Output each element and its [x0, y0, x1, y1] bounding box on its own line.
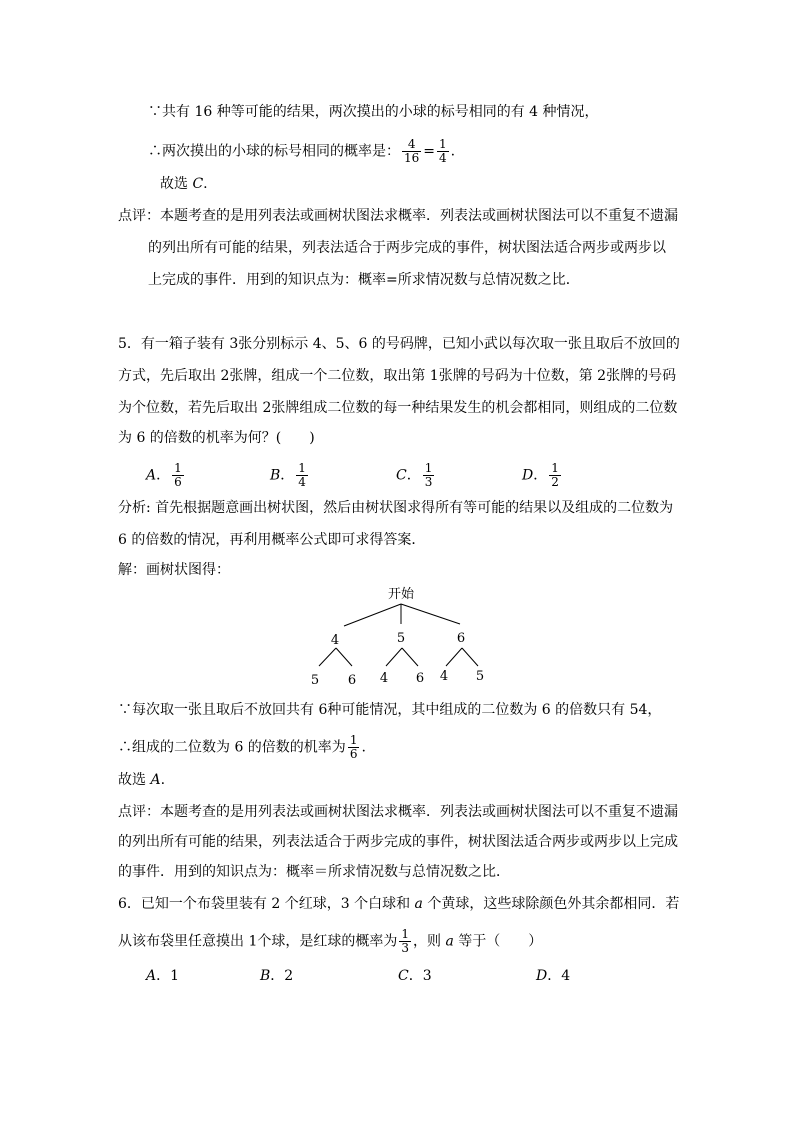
q4-fraction-1: [402, 138, 421, 165]
comment-2-line-3: 的事件．用到的知识点为：概率＝所求情况数与总情况数之比．: [118, 864, 510, 880]
question-text: ，则: [413, 933, 446, 950]
option-letter: C: [398, 968, 409, 984]
option-fraction: [549, 462, 561, 489]
tree-branch: [386, 648, 402, 666]
tree-branch: [401, 604, 460, 624]
period: .: [361, 739, 366, 756]
q4-result-line: ∵共有 16 种等可能的结果，两次摸出的小球的标号相同的有 4 种情况，: [148, 104, 599, 120]
tree-branch: [402, 648, 418, 666]
option-value: 1: [170, 968, 180, 984]
tree-node-level1: 5: [396, 631, 406, 646]
q5-solution-label: 解：画树状图得：: [118, 562, 230, 578]
fraction-denominator: 4: [298, 475, 306, 489]
q5-analysis-line-1: 分析: 首先根据题意画出树状图，然后由树状图求得所有等可能的结果以及组成的二位数为: [118, 500, 674, 516]
option-letter: B: [260, 968, 271, 984]
q4-probability-line: [148, 138, 455, 165]
fraction-denominator: 6: [174, 475, 182, 489]
answer-prefix: 故选: [118, 772, 151, 788]
fraction-denominator: 3: [424, 475, 433, 489]
q4-fraction-2: [437, 138, 449, 165]
comment-1-line-1: 点评：本题考查的是用列表法或画树状图法求概率．列表法或画树状图法可以不重复不遗漏: [118, 208, 678, 224]
tree-branch: [344, 604, 401, 626]
fraction-denominator: 3: [401, 941, 409, 955]
comment-2-line-2: 的列出所有可能的结果，列表法适合于两步完成的事件，树状图法适合两步或两步以上完成: [118, 834, 678, 850]
equals-sign: =: [423, 143, 436, 160]
fraction-numerator: 1: [424, 461, 433, 475]
tree-root-label: 开始: [387, 587, 415, 602]
q6-option-c[interactable]: C．3: [398, 968, 432, 984]
option-letter: A: [146, 467, 157, 484]
question-text: 等于（ ）: [453, 933, 543, 950]
tree-branch: [336, 648, 352, 666]
fraction-denominator: 16: [404, 151, 420, 165]
comment-2-line-1: 点评：本题考查的是用列表法或画树状图法求概率．列表法或画树状图法可以不重复不遗漏: [118, 804, 678, 820]
tree-node-level2: 6: [415, 671, 425, 686]
answer-prefix: 故选: [160, 176, 193, 192]
q5-solution-line-1: ∵每次取一张且取后不放回共有 6种可能情况，其中组成的二位数为 6 的倍数只有 54，: [118, 702, 662, 718]
tree-node-level1: 4: [330, 633, 340, 648]
option-letter: C: [396, 467, 407, 484]
fraction-numerator: 1: [349, 733, 358, 747]
q5-option-c[interactable]: C． $\frac{1}{3}$: [396, 461, 433, 489]
tree-branch: [446, 648, 462, 666]
q6-option-a[interactable]: A．1: [146, 968, 180, 984]
tree-node-level2: 5: [310, 673, 320, 688]
option-letter: D: [536, 968, 548, 984]
tree-branch: [319, 648, 336, 666]
question-text: 从该布袋里任意摸出 1个球，是红球的概率为: [118, 933, 398, 950]
fraction-numerator: 1: [298, 461, 306, 475]
q6-option-d[interactable]: D．4: [536, 968, 571, 984]
q4-probability-text: ∴两次摸出的小球的标号相同的概率是：: [148, 143, 400, 160]
question-text: 个黄球，这些球除颜色外其余都相同．若: [422, 896, 680, 912]
period: .: [203, 176, 208, 192]
q6-line-2: [118, 928, 542, 955]
tree-node-level1: 6: [456, 631, 466, 646]
q6-line-1: [118, 894, 679, 914]
q5-option-d[interactable]: D． $\frac{1}{2}$: [522, 461, 559, 489]
comment-1-line-2: 的列出所有可能的结果，列表法适合于两步完成的事件，树状图法适合两步或两步以: [148, 240, 666, 256]
fraction-numerator: 4: [402, 138, 421, 152]
option-letter: B: [270, 467, 281, 484]
option-fraction: [172, 462, 184, 489]
fraction-numerator: 1: [174, 461, 182, 475]
period: .: [160, 772, 166, 788]
tree-node-level2: 6: [347, 673, 357, 688]
answer-letter: C: [192, 176, 204, 192]
fraction-denominator: 6: [349, 747, 358, 761]
option-value: 4: [561, 968, 571, 984]
q5-answer-line: [118, 770, 165, 790]
fraction-denominator: 4: [439, 151, 447, 165]
solution-fraction: [348, 734, 360, 761]
solution-text: ∴组成的二位数为 6 的倍数的机率为: [118, 739, 346, 756]
tree-node-level2: 4: [439, 669, 449, 684]
fraction-denominator: 2: [551, 475, 559, 489]
answer-letter: A: [150, 772, 161, 788]
period: .: [450, 143, 456, 160]
fraction-numerator: 1: [439, 137, 447, 151]
q5-line-1: 5．有一箱子装有 3张分别标示 4、5、6 的号码牌，已知小武以每次取一张且取后不放回的: [118, 336, 680, 352]
q5-line-2: 方式，先后取出 2张牌，组成一个二位数，取出第 1张牌的号码为十位数，第 2张牌的号码: [118, 368, 677, 384]
tree-node-level2: 5: [475, 669, 485, 684]
question-text: 6．已知一个布袋里装有 2 个红球，3 个白球和: [118, 896, 415, 912]
variable-a: a: [414, 896, 423, 912]
q5-option-b[interactable]: B． $\frac{1}{4}$: [270, 461, 306, 489]
fraction-numerator: 1: [401, 927, 409, 941]
q6-option-b[interactable]: B．2: [260, 968, 294, 984]
tree-branch: [462, 648, 478, 666]
tree-node-level2: 4: [379, 671, 389, 686]
q5-line-4: 为 6 的倍数的机率为何？( ): [118, 430, 315, 446]
option-value: 2: [284, 968, 294, 984]
q5-solution-line-2: [118, 734, 366, 761]
q5-analysis-line-2: 6 的倍数的情况，再利用概率公式即可求得答案．: [118, 532, 426, 548]
option-fraction: [296, 462, 308, 489]
option-letter: A: [146, 968, 157, 984]
q6-fraction: [399, 928, 411, 955]
option-fraction: [423, 462, 435, 489]
q5-line-3: 为个位数，若先后取出 2张牌组成二位数的每一种结果发生的机会都相同，则组成的二位数: [118, 400, 678, 416]
fraction-numerator: 1: [551, 461, 559, 475]
option-letter: D: [522, 467, 534, 484]
comment-1-line-3: 上完成的事件．用到的知识点为：概率=所求情况数与总情况数之比．: [148, 272, 580, 288]
q5-option-a[interactable]: A． $\frac{1}{6}$: [146, 461, 182, 489]
q4-answer-line: [160, 174, 208, 194]
variable-a: a: [445, 933, 454, 950]
option-value: 3: [422, 968, 432, 984]
tree-diagram: [300, 584, 500, 688]
